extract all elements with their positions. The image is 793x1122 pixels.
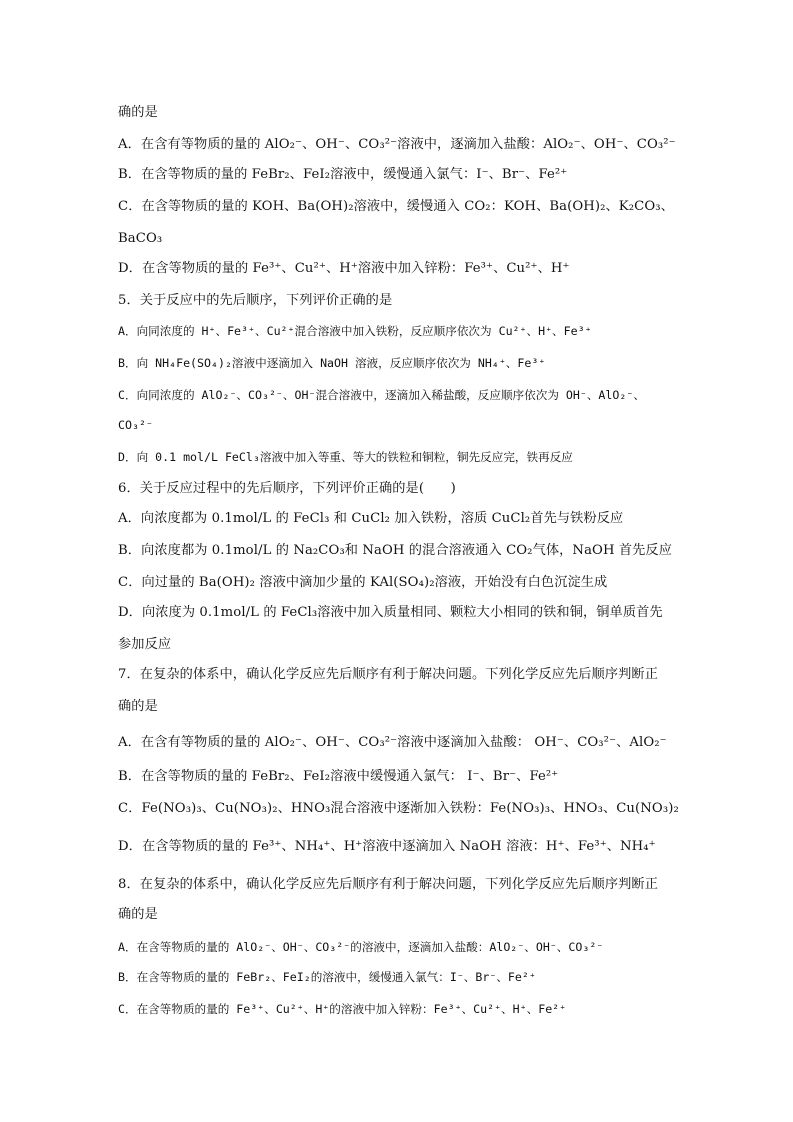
text-line-q6-option-b: B．向浓度都为 0.1mol/L 的 Na₂CO₃和 NaOH 的混合溶液通入 CO₂气体，NaOH 首先反应	[118, 543, 672, 558]
text-line-q6-option-a: A．向浓度都为 0.1mol/L 的 FeCl₃ 和 CuCl₂ 加入铁粉，溶质 CuCl₂首先与铁粉反应	[118, 511, 624, 526]
text-line-q7-stem-end: 确的是	[118, 699, 158, 714]
text-line-q6-option-d-cont: 参加反应	[118, 637, 172, 652]
text-line-q6-stem: 6．关于反应过程中的先后顺序，下列评价正确的是( )	[118, 481, 456, 496]
text-line-q8-option-a: A．在含等物质的量的 AlO₂⁻、OH⁻、CO₃²⁻的溶液中，逐滴加入盐酸：AlO₂⁻、OH⁻、CO₃²⁻	[118, 940, 604, 954]
text-line-q5-option-a: A．向同浓度的 H⁺、Fe³⁺、Cu²⁺混合溶液中加入铁粉，反应顺序依次为 Cu²⁺、H⁺、Fe³⁺	[118, 324, 592, 338]
text-line-q7-option-c: C．Fe(NO₃)₃、Cu(NO₃)₂、HNO₃混合溶液中逐渐加入铁粉：Fe(NO₃)₃、HNO₃、Cu(NO₃)₂	[118, 801, 679, 816]
text-line-q4-option-c-cont: BaCO₃	[118, 231, 163, 246]
text-line-q4-option-a: A．在含有等物质的量的 AlO₂⁻、OH⁻、CO₃²⁻溶液中，逐滴加入盐酸：AlO₂⁻、OH⁻、CO₃²⁻	[118, 137, 676, 152]
text-line-q8-option-b: B．在含等物质的量的 FeBr₂、FeI₂的溶液中，缓慢通入氯气：I⁻、Br⁻、Fe²⁺	[118, 970, 536, 984]
text-line-q7-option-d: D．在含等物质的量的 Fe³⁺、NH₄⁺、H⁺溶液中逐滴加入 NaOH 溶液：H⁺、Fe³⁺、NH₄⁺	[118, 839, 656, 854]
text-line-q7-option-a: A．在含有等物质的量的 AlO₂⁻、OH⁻、CO₃²⁻溶液中逐滴加入盐酸： OH⁻、CO₃²⁻、AlO₂⁻	[118, 735, 667, 750]
text-line-q6-option-c: C．向过量的 Ba(OH)₂ 溶液中滴加少量的 KAl(SO₄)₂溶液，开始没有白色沉淀生成	[118, 575, 608, 590]
text-line-q5-option-b: B．向 NH₄Fe(SO₄)₂溶液中逐滴加入 NaOH 溶液，反应顺序依次为 NH₄⁺、Fe³⁺	[118, 356, 546, 370]
text-line-q7-stem: 7．在复杂的体系中，确认化学反应先后顺序有利于解决问题。下列化学反应先后顺序判断正	[118, 667, 658, 682]
text-line-q4-option-d: D．在含等物质的量的 Fe³⁺、Cu²⁺、H⁺溶液中加入锌粉：Fe³⁺、Cu²⁺、H⁺	[118, 261, 570, 276]
text-line-q4-option-c: C．在含等物质的量的 KOH、Ba(OH)₂溶液中，缓慢通入 CO₂：KOH、Ba(OH)₂、K₂CO₃、	[118, 199, 674, 214]
text-line-q5-stem: 5．关于反应中的先后顺序，下列评价正确的是	[118, 293, 393, 308]
text-line-q5-option-d: D．向 0.1 mol/L FeCl₃溶液中加入等重、等大的铁粒和铜粒，铜先反应完，铁再反应	[118, 450, 573, 464]
text-line-q5-option-c: C．向同浓度的 AlO₂⁻、CO₃²⁻、OH⁻混合溶液中，逐滴加入稀盐酸，反应顺序依次为 OH⁻、AlO₂⁻、	[118, 388, 645, 402]
text-line-q7-option-b: B．在含等物质的量的 FeBr₂、FeI₂溶液中缓慢通入氯气： I⁻、Br⁻、Fe²⁺	[118, 769, 559, 784]
text-line-q8-stem-end: 确的是	[118, 907, 158, 922]
text-line-q8-option-c: C．在含等物质的量的 Fe³⁺、Cu²⁺、H⁺的溶液中加入锌粉：Fe³⁺、Cu²⁺、H⁺、Fe²⁺	[118, 1002, 567, 1016]
text-line-q6-option-d: D．向浓度为 0.1mol/L 的 FeCl₃溶液中加入质量相同、颗粒大小相同的铁和铜，铜单质首先	[118, 605, 663, 620]
text-line-q4-stem-end: 确的是	[118, 105, 158, 120]
text-line-q5-option-c-cont: CO₃²⁻	[118, 418, 153, 432]
text-line-q8-stem: 8．在复杂的体系中，确认化学反应先后顺序有利于解决问题，下列化学反应先后顺序判断正	[118, 877, 658, 892]
text-line-q4-option-b: B．在含等物质的量的 FeBr₂、FeI₂溶液中，缓慢通入氯气：I⁻、Br⁻、Fe²⁺	[118, 167, 568, 182]
